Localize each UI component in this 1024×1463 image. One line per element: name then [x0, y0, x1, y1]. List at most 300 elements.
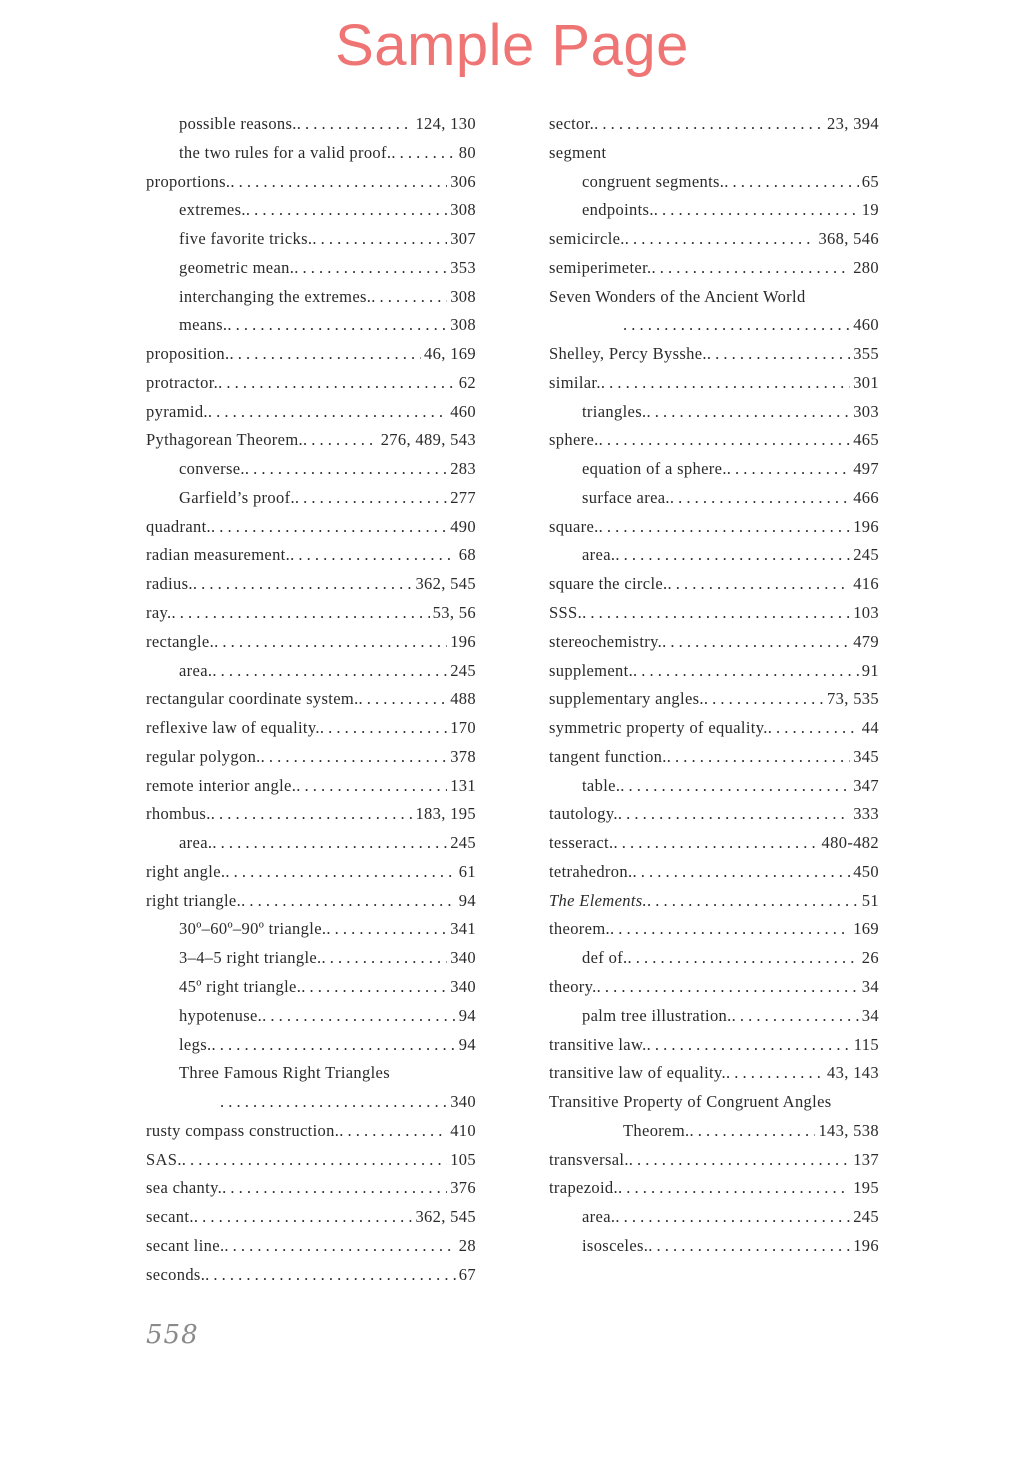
index-page-numbers: 245 — [450, 833, 476, 853]
index-page-numbers: 280 — [853, 257, 879, 277]
index-term: 3–4–5 right triangle. — [179, 948, 322, 968]
dot-leader — [704, 685, 824, 714]
index-entry — [549, 800, 879, 829]
index-term: area. — [179, 833, 213, 853]
index-page-numbers: 306 — [450, 171, 476, 191]
dot-leader — [618, 1174, 850, 1203]
index-term: similar. — [549, 372, 601, 392]
index-term: five favorite tricks. — [179, 229, 313, 249]
dot-leader — [615, 1203, 850, 1232]
index-page-numbers: 65 — [861, 171, 879, 191]
index-term: possible reasons. — [179, 114, 297, 133]
index-term: secant line. — [146, 1235, 225, 1255]
dot-leader — [182, 1146, 447, 1175]
dot-leader — [726, 1059, 824, 1088]
index-entry — [549, 340, 879, 369]
index-page-numbers: 196 — [450, 631, 476, 651]
index-term: Theorem. — [623, 1120, 690, 1140]
dot-leader — [652, 254, 851, 283]
index-term: sphere. — [549, 430, 599, 450]
index-page-numbers: 497 — [853, 459, 879, 479]
index-term: right triangle. — [146, 890, 242, 910]
index-term: supplementary angles. — [549, 689, 704, 709]
index-page-numbers: 67 — [458, 1264, 476, 1284]
index-entry — [146, 340, 476, 369]
dot-leader — [646, 398, 850, 427]
index-page-numbers: 80 — [458, 142, 476, 162]
index-entry — [549, 1117, 879, 1146]
index-term: remote interior angle. — [146, 775, 297, 795]
index-page-numbers: 94 — [458, 890, 476, 910]
index-entry — [549, 168, 879, 197]
dot-leader — [290, 541, 456, 570]
index-entry — [549, 915, 879, 944]
dot-leader — [654, 196, 859, 225]
index-page-numbers: 460 — [450, 401, 476, 421]
index-term: Seven Wonders of the Ancient World — [549, 286, 806, 306]
index-entry — [146, 398, 476, 427]
index-page-numbers: 131 — [450, 775, 476, 795]
index-term: legs. — [179, 1034, 212, 1054]
index-page-numbers: 301 — [853, 372, 879, 392]
index-page-numbers: 169 — [853, 919, 879, 939]
index-page-numbers: 416 — [853, 574, 879, 594]
index-term: isosceles. — [582, 1235, 649, 1255]
index-term: hypotenuse. — [179, 1005, 263, 1025]
index-term: the two rules for a valid proof. — [179, 142, 392, 162]
index-page-numbers: 368, 546 — [818, 229, 879, 249]
index-page-numbers: 28 — [458, 1235, 476, 1255]
index-entry — [549, 628, 879, 657]
index-entry — [549, 657, 879, 686]
index-entry — [549, 1232, 879, 1261]
index-page-numbers: 340 — [450, 976, 476, 996]
dot-leader — [371, 283, 447, 312]
dot-leader — [623, 311, 850, 340]
dot-leader — [230, 340, 422, 369]
index-term: Garfield’s proof. — [179, 487, 295, 507]
dot-leader — [214, 628, 447, 657]
index-term: proposition. — [146, 344, 230, 364]
dot-leader — [732, 1002, 859, 1031]
index-page-numbers: 345 — [853, 746, 879, 766]
index-term: surface area. — [582, 487, 670, 507]
index-entry — [549, 1002, 879, 1031]
index-page-numbers: 480-482 — [821, 833, 879, 853]
index-term: semiperimeter. — [549, 257, 652, 277]
index-page-numbers: 465 — [853, 430, 879, 450]
index-term: SSS. — [549, 603, 583, 623]
index-column-left — [146, 110, 476, 1289]
index-page-numbers: 362, 545 — [415, 1207, 476, 1227]
index-term: Transitive Property of Congruent Angles — [549, 1092, 832, 1112]
index-term: theorem. — [549, 919, 610, 939]
index-entry — [549, 685, 879, 714]
index-entry — [549, 110, 879, 139]
index-page-numbers: 308 — [450, 315, 476, 335]
page-number: 558 — [146, 1320, 199, 1350]
dot-leader — [296, 772, 447, 801]
dot-leader — [618, 800, 850, 829]
index-entry — [146, 714, 476, 743]
index-entry — [146, 311, 476, 340]
index-entry — [549, 1174, 879, 1203]
index-term: equation of a sphere. — [582, 459, 727, 479]
index-entry — [146, 1174, 476, 1203]
index-page-numbers: 488 — [450, 689, 476, 709]
index-entry — [549, 426, 879, 455]
index-entry — [549, 369, 879, 398]
index-term: quadrant. — [146, 516, 212, 536]
index-entry — [146, 657, 476, 686]
index-page-numbers: 245 — [853, 545, 879, 565]
index-entry — [146, 973, 476, 1002]
index-entry — [549, 772, 879, 801]
dot-leader — [632, 858, 850, 887]
index-page-numbers: 34 — [861, 976, 879, 996]
index-entry — [146, 254, 476, 283]
index-entry — [146, 1146, 476, 1175]
index-page-numbers: 170 — [450, 718, 476, 738]
index-term: proportions. — [146, 171, 231, 191]
index-entry — [146, 1002, 476, 1031]
index-page-numbers: 303 — [853, 401, 879, 421]
dot-leader — [245, 455, 447, 484]
index-term: extremes. — [179, 200, 246, 220]
dot-leader — [359, 685, 448, 714]
index-entry — [146, 196, 476, 225]
dot-leader — [625, 225, 816, 254]
index-page-numbers: 340 — [450, 1092, 476, 1112]
index-entry — [146, 685, 476, 714]
dot-leader — [629, 1146, 850, 1175]
index-page-numbers: 341 — [450, 919, 476, 939]
index-entry — [146, 800, 476, 829]
index-entry — [146, 513, 476, 542]
index-page-numbers: 19 — [861, 200, 879, 220]
dot-leader — [303, 426, 378, 455]
index-page-numbers: 245 — [853, 1207, 879, 1227]
dot-leader — [295, 484, 447, 513]
index-page-numbers: 308 — [450, 200, 476, 220]
dot-leader — [647, 887, 859, 916]
index-page-numbers: 124, 130 — [415, 114, 476, 133]
index-term: congruent segments. — [582, 171, 725, 191]
index-page-numbers: 245 — [450, 660, 476, 680]
dot-leader — [667, 743, 850, 772]
index-term: tangent function. — [549, 746, 667, 766]
index-page-numbers: 410 — [450, 1120, 476, 1140]
dot-leader — [647, 1031, 851, 1060]
dot-leader — [222, 1174, 447, 1203]
index-entry — [549, 973, 879, 1002]
dot-leader — [668, 570, 851, 599]
index-term: def of. — [582, 948, 628, 968]
index-entry — [549, 829, 879, 858]
index-page-numbers: 44 — [861, 718, 879, 738]
dot-leader — [610, 915, 850, 944]
index-term: sea chanty. — [146, 1178, 223, 1198]
index-page-numbers: 355 — [853, 344, 879, 364]
index-term: area. — [582, 545, 616, 565]
index-page-numbers: 23, 394 — [827, 114, 879, 133]
index-term: means. — [179, 315, 228, 335]
index-page-numbers: 283 — [450, 459, 476, 479]
index-term: right angle. — [146, 861, 226, 881]
index-term: regular polygon. — [146, 746, 261, 766]
index-entry — [146, 1031, 476, 1060]
index-term: stereochemistry. — [549, 631, 663, 651]
index-term: area. — [179, 660, 213, 680]
index-entry — [146, 225, 476, 254]
index-term: interchanging the extremes. — [179, 286, 372, 306]
index-entry — [146, 168, 476, 197]
index-entry — [146, 1261, 476, 1290]
dot-leader — [599, 426, 851, 455]
index-entry — [549, 743, 879, 772]
index-term: endpoints. — [582, 200, 654, 220]
index-entry — [549, 398, 879, 427]
index-term: palm tree illustration. — [582, 1005, 732, 1025]
index-term: Pythagorean Theorem. — [146, 430, 303, 450]
dot-leader — [294, 254, 447, 283]
dot-leader — [211, 1031, 455, 1060]
dot-leader — [628, 944, 859, 973]
dot-leader — [297, 110, 413, 139]
dot-leader — [391, 139, 455, 168]
index-term: rectangle. — [146, 631, 215, 651]
index-entry — [146, 1088, 476, 1117]
dot-leader — [339, 1117, 447, 1146]
dot-leader — [220, 1088, 447, 1117]
index-entry — [549, 513, 879, 542]
index-page-numbers: 46, 169 — [424, 344, 476, 364]
index-term: area. — [582, 1207, 616, 1227]
dot-leader — [225, 858, 455, 887]
dot-leader — [613, 829, 818, 858]
index-term: semicircle. — [549, 229, 625, 249]
index-entry — [549, 570, 879, 599]
dot-leader — [322, 944, 448, 973]
dot-leader — [707, 340, 850, 369]
sample-page-watermark: Sample Page — [335, 13, 689, 78]
dot-leader — [230, 168, 447, 197]
dot-leader — [620, 772, 850, 801]
index-entry — [549, 944, 879, 973]
index-page-numbers: 105 — [450, 1149, 476, 1169]
index-entry — [146, 1117, 476, 1146]
index-entry — [549, 858, 879, 887]
index-term: segment — [549, 142, 607, 162]
index-term: square. — [549, 516, 599, 536]
index-page-numbers: 340 — [450, 948, 476, 968]
dot-leader — [205, 1261, 456, 1290]
index-entry — [146, 139, 476, 168]
index-entry — [549, 311, 879, 340]
index-entry — [146, 944, 476, 973]
dot-leader — [227, 311, 447, 340]
index-page-numbers: 94 — [458, 1005, 476, 1025]
index-term: triangles. — [582, 401, 647, 421]
index-term: transversal. — [549, 1149, 629, 1169]
index-term: trapezoid. — [549, 1178, 619, 1198]
index-term: secant. — [146, 1207, 194, 1227]
index-entry — [146, 541, 476, 570]
dot-leader — [262, 1002, 456, 1031]
dot-leader — [212, 657, 447, 686]
index-page-numbers: 51 — [861, 890, 879, 910]
index-page-numbers: 26 — [861, 948, 879, 968]
index-entry — [549, 484, 879, 513]
index-entry — [146, 1059, 476, 1088]
index-term: tesseract. — [549, 833, 614, 853]
index-entry — [146, 887, 476, 916]
dot-leader — [599, 513, 851, 542]
index-term: 45º right triangle. — [179, 976, 302, 996]
index-page-numbers: 43, 143 — [827, 1063, 879, 1083]
index-entry — [549, 139, 879, 168]
index-entry — [146, 772, 476, 801]
index-entry — [146, 455, 476, 484]
dot-leader — [218, 369, 456, 398]
index-page-numbers: 183, 195 — [415, 804, 476, 824]
index-term: transitive law. — [549, 1034, 647, 1054]
index-term: radian measurement. — [146, 545, 291, 565]
index-term: protractor. — [146, 372, 219, 392]
dot-leader — [194, 1203, 413, 1232]
index-term: radius. — [146, 574, 193, 594]
index-term: 30º–60º–90º triangle. — [179, 919, 327, 939]
index-entry — [146, 599, 476, 628]
dot-leader — [582, 599, 850, 628]
dot-leader — [261, 743, 448, 772]
index-term: square the circle. — [549, 574, 668, 594]
index-entry — [549, 283, 879, 312]
index-page-numbers: 73, 535 — [827, 689, 879, 709]
index-page-numbers: 450 — [853, 861, 879, 881]
index-page-numbers: 490 — [450, 516, 476, 536]
dot-leader — [212, 829, 447, 858]
index-entry — [549, 455, 879, 484]
index-entry — [146, 1232, 476, 1261]
index-entry — [549, 254, 879, 283]
index-term: geometric mean. — [179, 257, 295, 277]
index-page-numbers: 61 — [458, 861, 476, 881]
index-term: supplement. — [549, 660, 634, 680]
index-term: converse. — [179, 459, 245, 479]
dot-leader — [597, 973, 859, 1002]
index-term: pyramid. — [146, 401, 208, 421]
index-entry — [146, 858, 476, 887]
dot-leader — [208, 398, 447, 427]
index-term: symmetric property of equality. — [549, 718, 768, 738]
dot-leader — [648, 1232, 850, 1261]
index-page-numbers: 143, 538 — [818, 1120, 879, 1140]
index-page-numbers: 94 — [458, 1034, 476, 1054]
index-entry — [146, 829, 476, 858]
index-term: Shelley, Percy Bysshe. — [549, 344, 707, 364]
dot-leader — [326, 915, 447, 944]
dot-leader — [211, 513, 447, 542]
index-page-numbers: 308 — [450, 286, 476, 306]
index-term: reflexive law of equality. — [146, 718, 320, 738]
index-page-numbers: 196 — [853, 1235, 879, 1255]
index-page-numbers: 103 — [853, 603, 879, 623]
index-term: The Elements. — [549, 890, 648, 910]
index-entry — [549, 1146, 879, 1175]
index-entry — [549, 887, 879, 916]
index-term: SAS. — [146, 1149, 182, 1169]
index-entry — [146, 915, 476, 944]
dot-leader — [211, 800, 413, 829]
dot-leader — [172, 599, 430, 628]
dot-leader — [768, 714, 859, 743]
index-page-numbers: 479 — [853, 631, 879, 651]
index-page-numbers: 460 — [853, 315, 879, 335]
dot-leader — [301, 973, 447, 1002]
dot-leader — [241, 887, 456, 916]
dot-leader — [724, 168, 859, 197]
index-page-numbers: 68 — [458, 545, 476, 565]
index-page-numbers: 277 — [450, 487, 476, 507]
index-page-numbers: 333 — [853, 804, 879, 824]
dot-leader — [246, 196, 447, 225]
index-page-numbers: 466 — [853, 487, 879, 507]
index-page-numbers: 307 — [450, 229, 476, 249]
index-entry — [549, 1088, 879, 1117]
dot-leader — [594, 110, 824, 139]
index-entry — [146, 369, 476, 398]
dot-leader — [662, 628, 850, 657]
index-entry — [549, 1031, 879, 1060]
dot-leader — [615, 541, 850, 570]
index-page-numbers: 62 — [458, 372, 476, 392]
index-page-numbers: 91 — [861, 660, 879, 680]
index-entry — [146, 743, 476, 772]
index-entry — [146, 484, 476, 513]
index-entry — [146, 628, 476, 657]
index-entry — [549, 1059, 879, 1088]
index-term: transitive law of equality. — [549, 1063, 726, 1083]
index-entry — [549, 599, 879, 628]
index-page-numbers: 196 — [853, 516, 879, 536]
index-term: rhombus. — [146, 804, 211, 824]
dot-leader — [601, 369, 850, 398]
index-entry — [146, 110, 476, 139]
dot-leader — [727, 455, 850, 484]
index-page-numbers: 376 — [450, 1178, 476, 1198]
index-column-right — [549, 110, 879, 1261]
index-page-numbers: 378 — [450, 746, 476, 766]
index-entry — [549, 196, 879, 225]
index-page-numbers: 137 — [853, 1149, 879, 1169]
index-entry — [146, 426, 476, 455]
dot-leader — [689, 1117, 815, 1146]
dot-leader — [224, 1232, 455, 1261]
index-term: sector. — [549, 114, 595, 133]
dot-leader — [193, 570, 413, 599]
index-page-numbers: 362, 545 — [415, 574, 476, 594]
index-page-numbers: 347 — [853, 775, 879, 795]
index-entry — [549, 714, 879, 743]
dot-leader — [320, 714, 447, 743]
index-entry — [549, 1203, 879, 1232]
index-term: rectangular coordinate system. — [146, 689, 359, 709]
index-term: table. — [582, 775, 621, 795]
index-term: Three Famous Right Triangles — [179, 1063, 391, 1083]
index-term: rusty compass construction. — [146, 1120, 340, 1140]
index-page-numbers: 195 — [853, 1178, 879, 1198]
